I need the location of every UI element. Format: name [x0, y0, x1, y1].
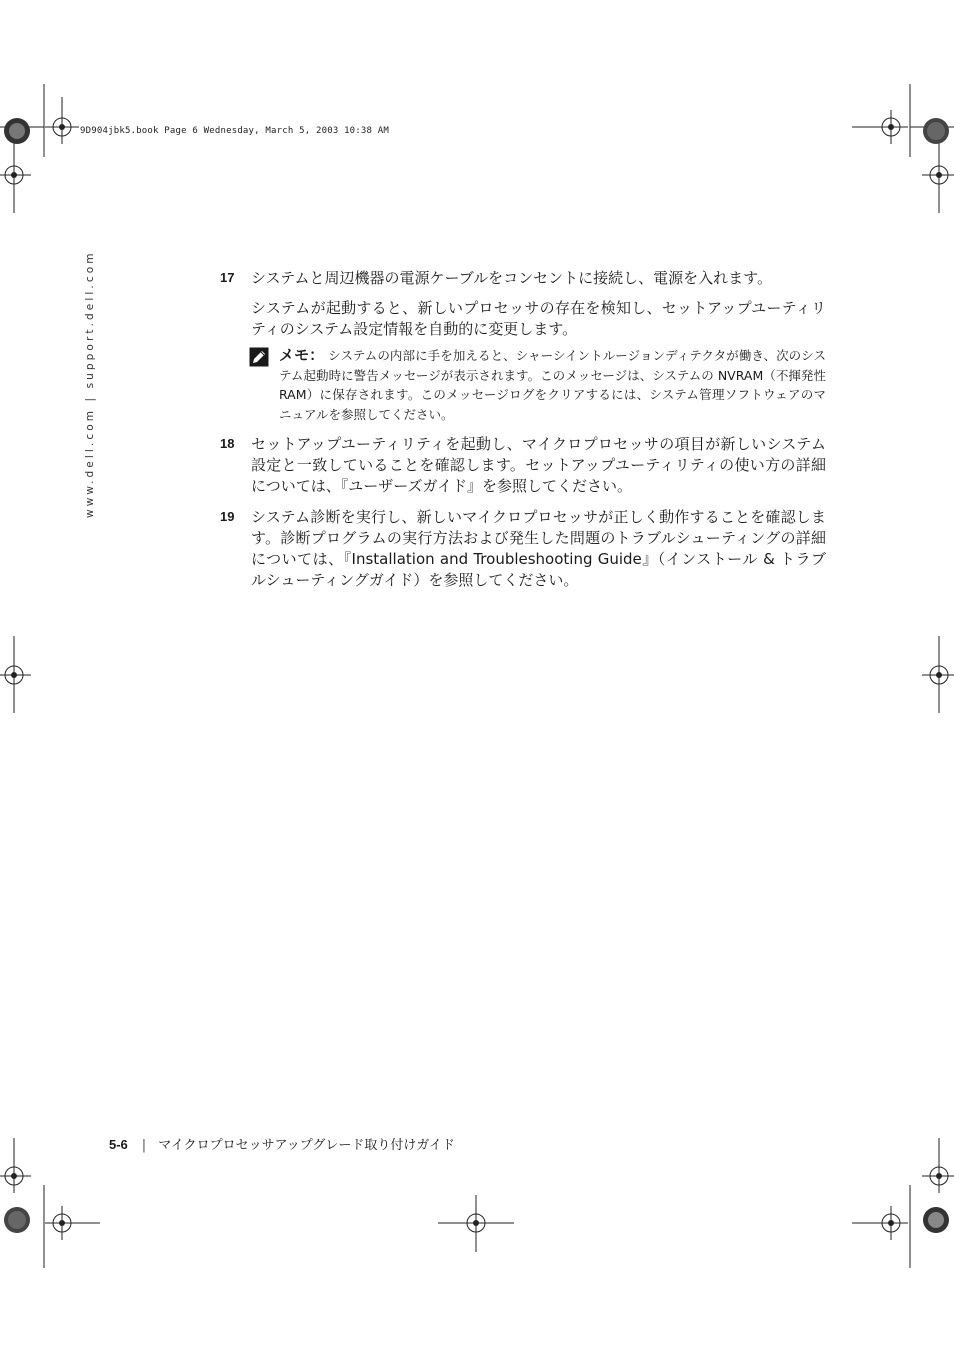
density-wheel-bottom-left	[4, 1207, 30, 1233]
note-text: システムの内部に手を加えると、シャーシイントルージョンディテクタが働き、次のシステム起動時に警告メッセージが表示されます。このメッセージは、システムの NVRAM（不揮発性 RAM）に保存されます。このメッセージログをクリアするには、システム管理ソフトウェアのマニュアルを参照してください。	[279, 348, 826, 422]
pencil-note-icon	[249, 347, 269, 367]
footer-separator: |	[141, 1138, 147, 1153]
step-number: 19	[220, 509, 235, 524]
density-wheel-top-left	[4, 118, 30, 144]
step-text: セットアップユーティリティを起動し、マイクロプロセッサの項目が新しいシステム設定と一致していることを確認します。セットアップユーティリティの使い方の詳細については、『ユーザーズガイド』を参照してください。	[251, 435, 826, 495]
density-wheel-bottom-right	[923, 1207, 949, 1233]
step-17	[220, 268, 826, 289]
note-body	[279, 346, 826, 424]
print-header-info: 9D904jbk5.book Page 6 Wednesday, March 5, 2003 10:38 AM	[80, 126, 390, 136]
density-wheel-top-right	[923, 118, 949, 144]
note-box	[249, 346, 826, 424]
sidebar-url-text: www.dell.com | support.dell.com	[84, 250, 96, 518]
step-19	[220, 507, 826, 591]
page-number: 5-6	[109, 1137, 128, 1152]
footer-title: マイクロプロセッサアップグレード取り付けガイド	[158, 1138, 455, 1153]
note-label: メモ：	[279, 346, 325, 364]
step-text: システム診断を実行し、新しいマイクロプロセッサが正しく動作することを確認します。診断プログラムの実行方法および発生した問題のトラブルシューティングの詳細については、『Installation and Troubleshooting Guide』（インストール & トラブルシューティングガイド）を参照してください。	[251, 508, 826, 589]
step-18	[220, 434, 826, 497]
step-number: 17	[220, 270, 235, 285]
step-number: 18	[220, 436, 235, 451]
step-17-detail	[220, 298, 826, 340]
page-footer	[109, 1134, 455, 1153]
step-text: システムと周辺機器の電源ケーブルをコンセントに接続し、電源を入れます。	[251, 269, 772, 287]
step-detail-text: システムが起動すると、新しいプロセッサの存在を検知し、セットアップユーティリティのシステム設定情報を自動的に変更します。	[251, 299, 826, 338]
